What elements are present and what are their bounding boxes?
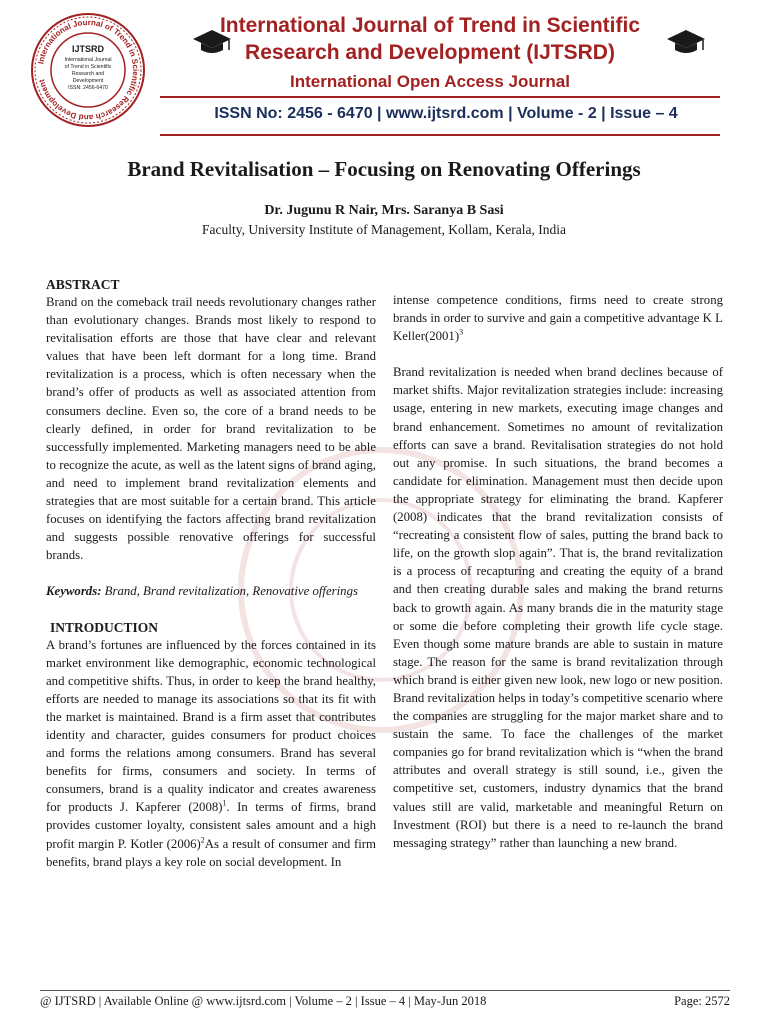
seal-inner-text: International Journal <box>64 57 112 63</box>
journal-title-line-2: Research and Development (IJTSRD) <box>245 41 615 64</box>
introduction-heading: INTRODUCTION <box>50 619 159 635</box>
citation-superscript: 2 <box>200 835 205 845</box>
right-column <box>393 291 723 852</box>
keywords-text: Brand, Brand revitalization, Renovative offerings <box>104 584 358 599</box>
citation-superscript: 1 <box>222 799 227 809</box>
paragraph-text: intense competence conditions, firms need to create strong brands in order to survive and gain a competitive advantage K L Keller(2001) <box>393 293 723 344</box>
introduction-text-part: As a result of consumer and firm benefits, brand plays a key role on social development. In <box>46 836 376 869</box>
issn-line: ISSN No: 2456 - 6470 | www.ijtsrd.com | Volume - 2 | Issue – 4 <box>214 105 678 122</box>
journal-seal-logo <box>30 12 146 128</box>
footer-divider <box>40 990 730 991</box>
footer-left: @ IJTSRD | Available Online @ www.ijtsrd.com | Volume – 2 | Issue – 4 | May-Jun 2018 <box>40 994 487 1008</box>
seal-inner-text: ISSN: 2456-6470 <box>68 85 108 91</box>
seal-inner-text: Research and <box>71 71 105 77</box>
keywords <box>46 582 376 600</box>
paper-authors: Dr. Jugunu R Nair, Mrs. Saranya B Sasi <box>264 203 504 218</box>
citation-superscript: 3 <box>459 327 464 337</box>
journal-header <box>0 0 768 142</box>
right-paragraph-2: Brand revitalization is needed when brand declines because of market shifts. Major revitalization strategies include: increasing usage, entering in new markets, executing image changes and brand enhancement. Sometimes no amount of revitalization efforts can save a brand. Revitalisation strategies do not hold out any promise. In such situations, the brand becomes a candidate for elimination. Management must then decide upon the appropriate strategy for eliminating the brand. Kapferer (2008) indicates that the brand revitalization consists of “recreating a consistent flow of sales, putting the brand back to life, on the growth slop again”. That is, the brand revitalization is a process of recapturing and creating the equity of a brand and then creating durable sales and making the brand returns back to growth again. As many brands die in the maturity stage or some die before completing their growth life cycle stage. Even though some mature brands are able to sustain in mature stage. The reason for the same is brand revitalization through which brand is either given new look, new logo or new position. Brand revitalization helps in today’s competitive scenario where the companies are struggling for the major market share and to sustain the same. To face the challenges of the market companies go for brand revitalization which is “when the brand attributes and overall strategy is still sound, i.e., given the competitive set, customers, industry dynamics that the brand values still are valid, marketable and meaningful Return on Investment (ROI) but there is a need to re-launch the brand messaging strategy” rather than launching a new brand. <box>393 365 723 850</box>
paper-affiliation: Faculty, University Institute of Management, Kollam, Kerala, India <box>202 222 566 237</box>
journal-subtitle: International Open Access Journal <box>290 72 570 91</box>
seal-inner-text: Development <box>72 78 104 84</box>
footer-page-number: Page: 2572 <box>674 994 730 1008</box>
right-paragraph-1 <box>393 291 723 345</box>
seal-inner-text: IJTSRD <box>71 44 105 54</box>
seal-inner-text: of Trend in Scientific <box>64 64 112 70</box>
left-column <box>46 276 376 871</box>
introduction-text-part: . In terms of firms, brand provides customer loyalty, consistent sales amount and a high profit margin P. Kotler (2006) <box>46 800 376 851</box>
svg-text:International Journal of Trend: International Journal of Trend in Scientific Research and Development <box>36 17 141 123</box>
introduction-text-part: A brand’s fortunes are influenced by the forces contained in its market environment like demographic, economic technological and competitive shifts. Thus, in order to keep the brand healthy, efforts are needed to manage its associations so that its fit with the market is maintained. Brand is a firm asset that contributes identity and character, guides consumers for product choices and forms the relations among consumers. Brand has several benefits for firms, consumers and society. In terms of consumers, brand is a quality indicator and creates awareness for products J. Kapferer (2008) <box>46 637 376 815</box>
page-footer <box>40 994 730 1009</box>
journal-title-line-1: International Journal of Trend in Scientific <box>219 14 641 37</box>
abstract-heading: ABSTRACT <box>46 277 120 292</box>
introduction-text <box>46 636 376 871</box>
keywords-label: Keywords: <box>46 584 102 599</box>
abstract-text: Brand on the comeback trail needs revolutionary changes rather than evolutionary changes. Brands most likely to respond to revitalisation efforts are those that have clear and relevant values that have been left dormant for a long time. Brand revitalization is a process, which is often necessary when the brand’s offer of products as well as associated attention from consumers decline. Even so, the core of a brand needs to be clearly defined, in order for brand revitalization to be successfully implemented. Marketing managers need to be able to recognize the acute, as well as the latent signs of brand aging, and need to implement brand revitalization elements and strategies that are most suitable for a certain brand. This article focuses on identifying the factors affecting brand revitalization and suggests possible renovative offerings for successful brands. <box>46 295 376 563</box>
paper-title: Brand Revitalisation – Focusing on Renovating Offerings <box>127 157 641 181</box>
